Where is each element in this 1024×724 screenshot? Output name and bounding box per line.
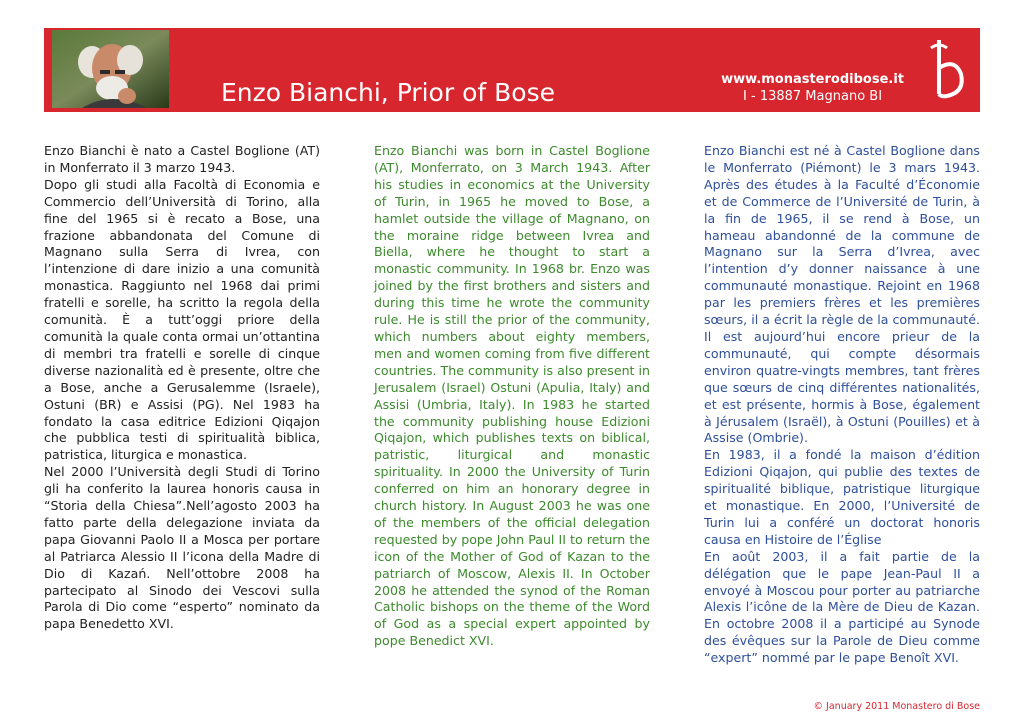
- french-paragraph: En 1983, il a fondé la maison d’édition Edizioni Qiqajon, qui publie des textes de spiritualité biblique, patristique liturgique et monastique. En 2000, l’Université de Turin lui a conféré un doctorat honoris causa en Histoire de l’Église: [704, 447, 980, 547]
- postal-address: I - 13887 Magnano BI: [743, 89, 883, 104]
- contact-block: [721, 72, 904, 104]
- copyright-footer: © January 2011 Monastero di Bose: [813, 701, 980, 712]
- french-column: [704, 143, 980, 667]
- website-link[interactable]: www.monasterodibose.it: [721, 72, 904, 87]
- english-paragraph: Enzo Bianchi was born in Castel Boglione (AT), Monferrato, on 3 March 1943. After his studies in economics at the University of Turin, in 1965 he moved to Bose, a hamlet outside the village of Magnano, on the moraine ridge between Ivrea and Biella, where he thought to start a monastic community. In 1968 br. Enzo was joined by the first brothers and sisters and during this time he wrote the community rule. He is still the prior of the community, which numbers about eighty members, men and women coming from five different countries. The community is also present in Jerusalem (Israel) Ostuni (Apulia, Italy) and Assisi (Umbria, Italy). In 1983 he started the community publishing house Edizioni Qiqajon, which publishes texts on biblical, patristic, liturgical and monastic spirituality. In 2000 the University of Turin conferred on him an honorary degree in church history. In August 2003 he was one of the members of the official delegation requested by pope John Paul II to return the icon of the Mother of God of Kazan to the patriarch of Moscow, Alexis II. In October 2008 he attended the synod of the Roman Catholic bishops on the theme of the Word of God as a special expert appointed by pope Benedict XVI.: [374, 143, 650, 649]
- portrait-photo: [52, 30, 169, 108]
- italian-paragraph: Dopo gli studi alla Facoltà di Economia e Commercio dell’Università di Torino, alla fine del 1965 si è recato a Bose, una frazione abbandonata del Comune di Magnano sulla Serra di Ivrea, con l’intenzione di dare inizio a una comunità monastica. Raggiunto nel 1968 dai primi fratelli e sorelle, ha scritto la regola della comunità. È a tutt’oggi priore della comunità la quale conta ormai un’ottantina di membri tra fratelli e sorelle di cinque diverse nazionalità ed è presente, oltre che a Bose, anche a Gerusalemme (Israele), Ostuni (BR) e Assisi (PG). Nel 1983 ha fondato la casa editrice Edizioni Qiqajon che pubblica testi di spiritualità biblica, patristica, liturgica e monastica.: [44, 176, 320, 463]
- english-column: [374, 143, 650, 650]
- italian-paragraph: Nel 2000 l’Università degli Studi di Torino gli ha conferito la laurea honoris causa in “Storia della Chiesa”.Nell’agosto 2003 ha fatto parte della delegazione inviata da papa Giovanni Paolo II a Mosca per portare al Patriarca Alessio II l’icona della Madre di Dio di Kazań. Nell’ottobre 2008 ha partecipato al Sinodo dei Vescovi sulla Parola di Dio come “esperto” nominato da papa Benedetto XVI.: [44, 464, 320, 632]
- page-title: Enzo Bianchi, Prior of Bose: [221, 78, 555, 107]
- french-paragraph: Enzo Bianchi est né à Castel Boglione dans le Monferrato (Piémont) le 3 mars 1943. Après des études à la Faculté d’Économie et de Commerce de l’Université de Turin, à la fin de 1965, il se rend à Bose, un hameau abandonné de la commune de Magnano sur la Serra d’Ivrea, avec l’intention d’y donner naissance à une communauté monastique. Rejoint en 1968 par les premiers frères et les premières sœurs, il a écrit la règle de la communauté. Il est aujourd’hui encore prieur de la communauté, qui compte désormais environ quatre-vingts membres, tant frères que sœurs de cinq différentes nationalités, et est présente, hormis à Bose, également à Jérusalem (Israël), à Ostuni (Pouilles) et à Assise (Ombrie).: [704, 143, 980, 446]
- italian-column: [44, 143, 320, 633]
- italian-paragraph: Enzo Bianchi è nato a Castel Boglione (AT) in Monferrato il 3 marzo 1943.: [44, 143, 320, 175]
- bose-monogram-icon: [925, 34, 969, 104]
- french-paragraph: En août 2003, il a fait partie de la délégation que le pape Jean-Paul II a envoyé à Moscou pour porter au patriarche Alexis l’icône de la Mère de Dieu de Kazan. En octobre 2008 il a participé au Synode des évêques sur la Parole de Dieu comme “expert” nommé par le pape Benoît XVI.: [704, 548, 980, 666]
